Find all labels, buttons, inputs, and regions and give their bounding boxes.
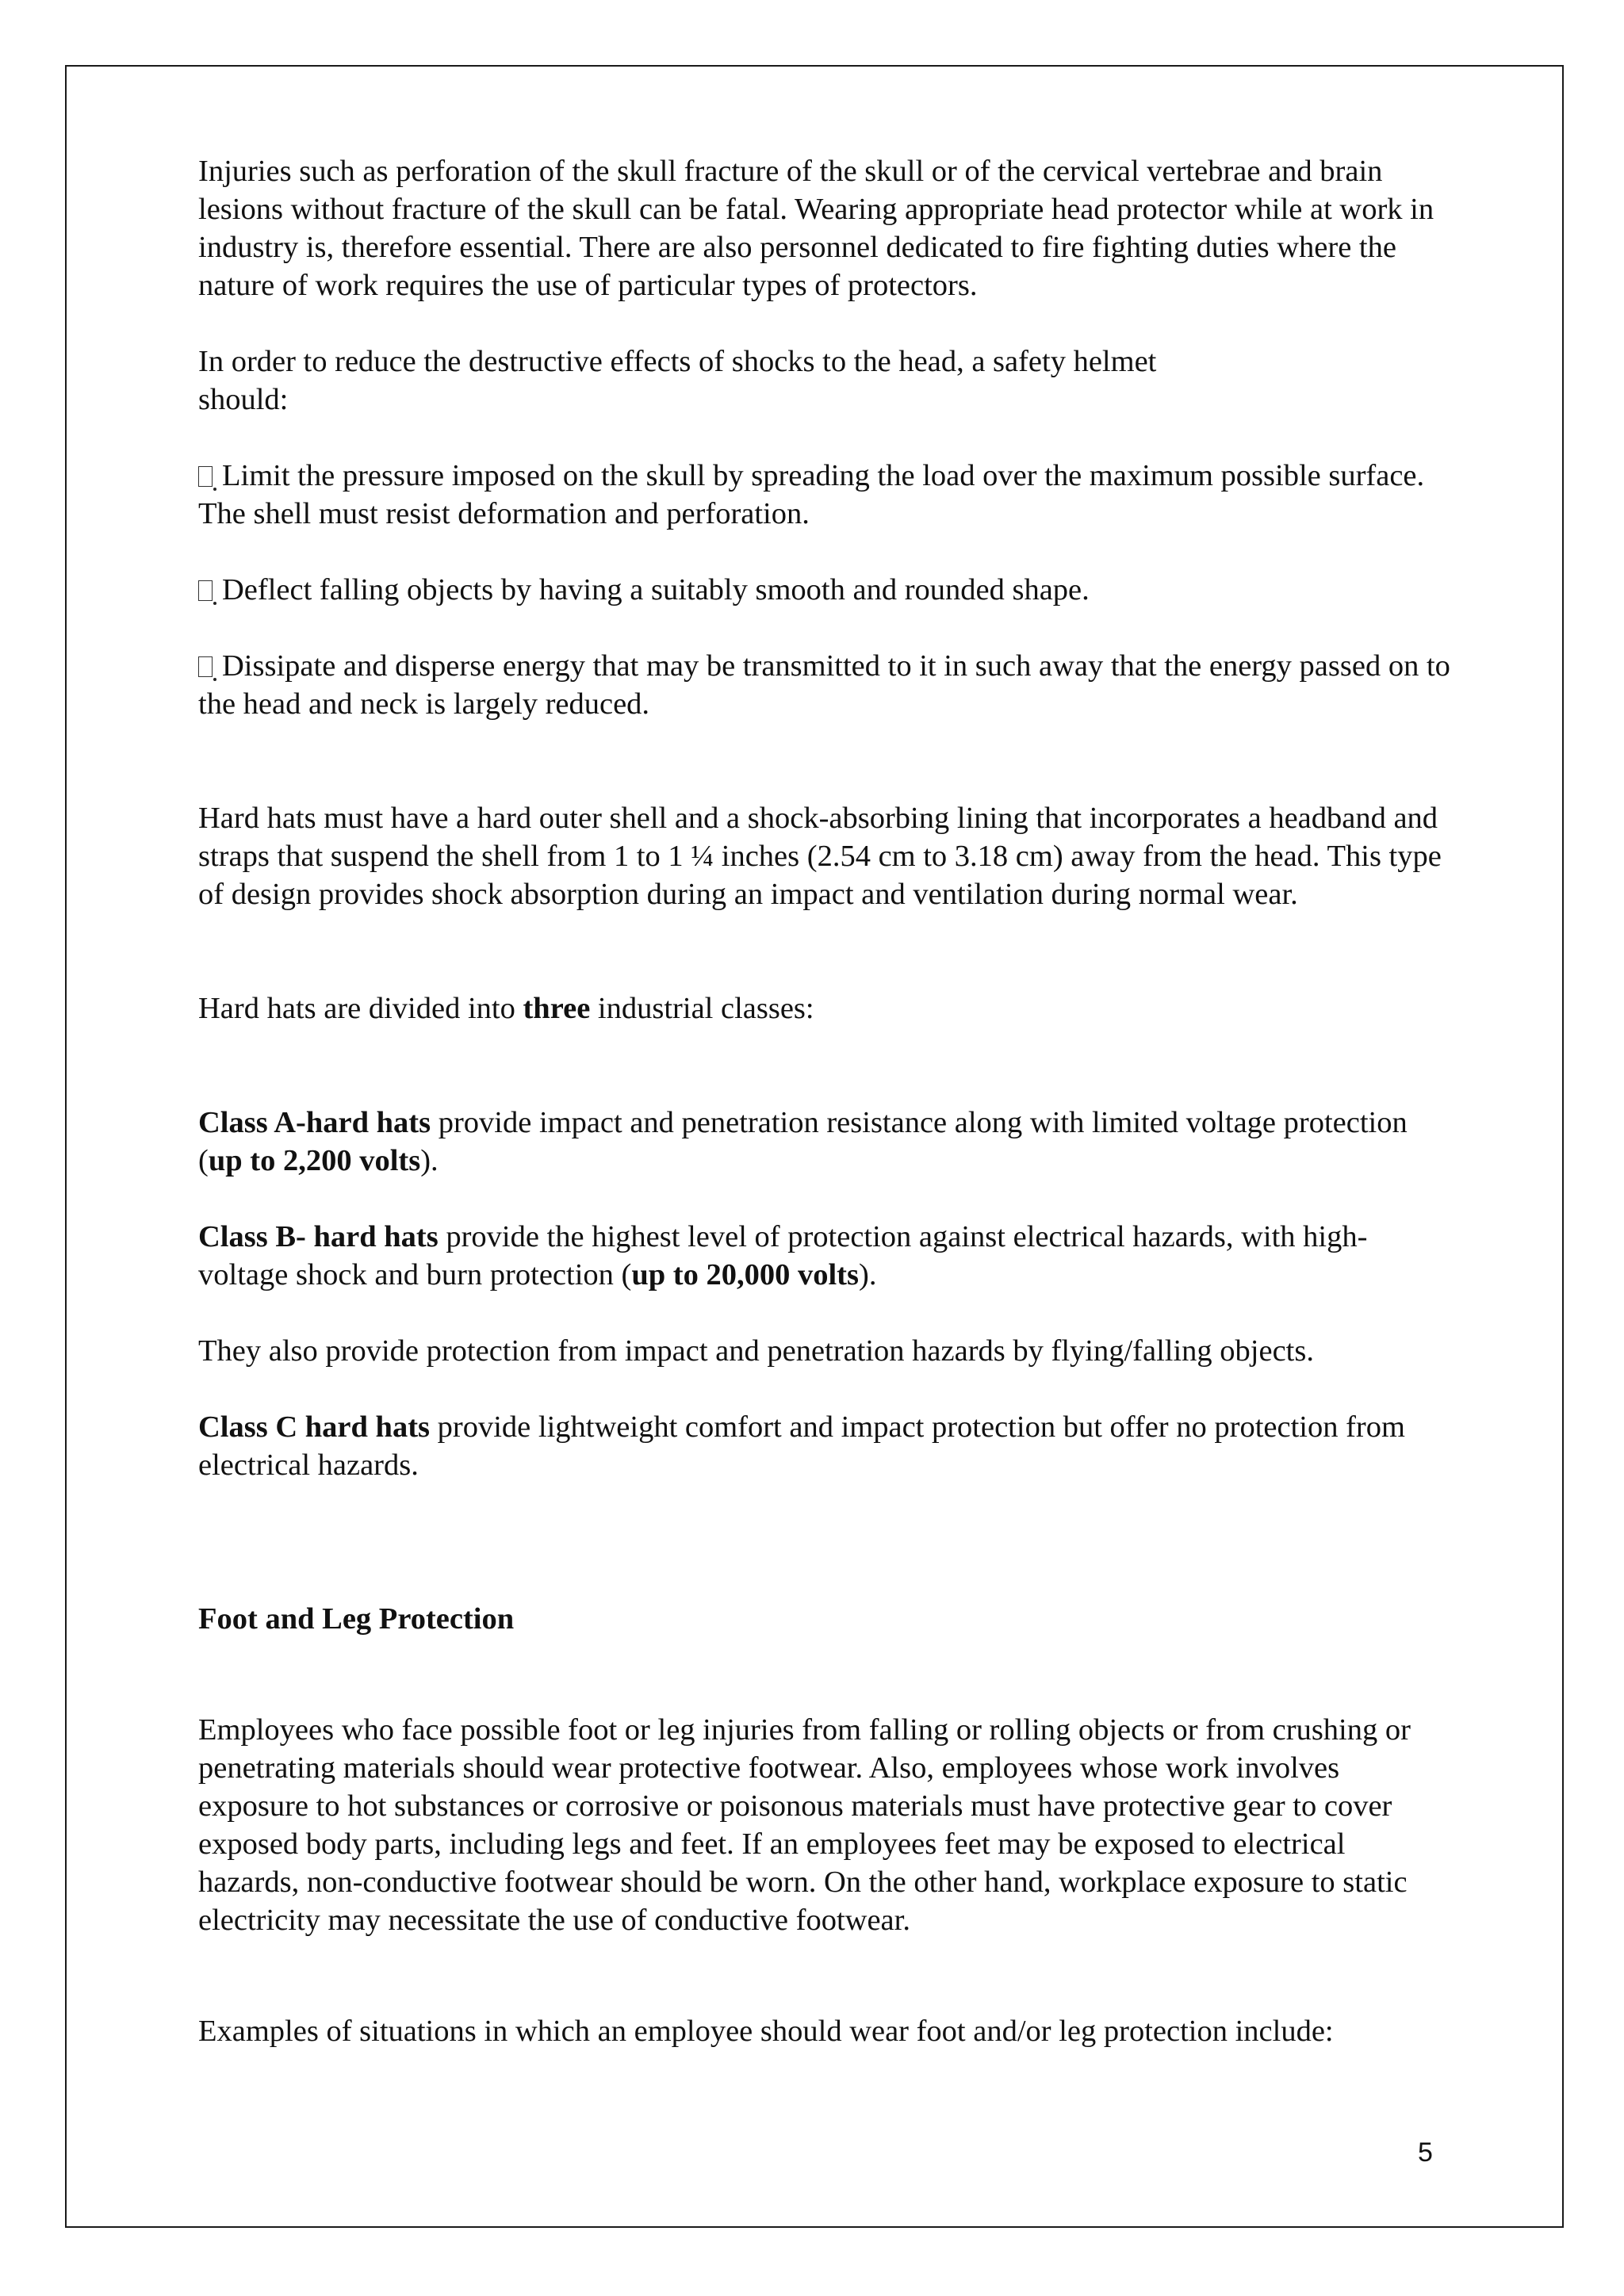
paragraph-class-a: [198, 1104, 1451, 1180]
paragraph-reduce: [198, 342, 1451, 419]
bullet-item: [198, 647, 1451, 723]
class-a-voltage: up to 2,200 volts: [208, 1144, 421, 1177]
reduce-line-2: should:: [198, 383, 289, 416]
paragraph-classes-intro: [198, 989, 1451, 1027]
class-c-text: provide lightweight comfort and impact protection but offer no protection from electrical hazards.: [198, 1410, 1405, 1482]
paragraph-hard-hats-design: Hard hats must have a hard outer shell and a shock-absorbing lining that incorporates a headband and straps that suspend the shell from 1 to 1 ¼ inches (2.54 cm to 3.18 cm) away from the head. This type of design provides shock absorption during an impact and ventilation during normal wear.: [198, 802, 1442, 911]
classes-intro-text-end: industrial classes:: [590, 992, 814, 1025]
reduce-line-1: In order to reduce the destructive effects of shocks to the head, a safety helmet: [198, 345, 1157, 378]
paragraph-also-provide: They also provide protection from impact and penetration hazards by flying/falling objects.: [198, 1334, 1314, 1368]
missing-glyph-bullet-icon: [198, 466, 213, 487]
classes-intro-text: Hard hats are divided into: [198, 992, 523, 1025]
bullet-item: [198, 571, 1451, 609]
section-heading-foot-leg: [198, 1600, 1451, 1638]
page-number: 5: [1418, 2137, 1433, 2168]
document-body: [198, 152, 1451, 2088]
class-a-label: Class A-hard hats: [198, 1106, 431, 1139]
classes-intro-bold: three: [523, 992, 591, 1025]
paragraph-class-b: [198, 1218, 1451, 1294]
paragraph-employees: Employees who face possible foot or leg injuries from falling or rolling objects or from crushing or penetrating materials should wear protective footwear. Also, employees whose work involves exposure to hot substances or corrosive or poisonous materials must have protective gear to cover exposed body parts, including legs and feet. If an employees feet may be exposed to electrical hazards, non-conductive footwear should be worn. On the other hand, workplace exposure to static electricity may necessitate the use of conductive footwear.: [198, 1713, 1411, 1937]
bullet-item: [198, 457, 1451, 533]
class-b-label: Class B- hard hats: [198, 1220, 439, 1253]
class-c-label: Class C hard hats: [198, 1410, 431, 1444]
paragraph-injuries: Injuries such as perforation of the skull fracture of the skull or of the cervical vertebrae and brain lesions without fracture of the skull can be fatal. Wearing appropriate head protector while at work in industry is, therefore essential. There are also personnel dedicated to fire fighting duties where the nature of work requires the use of particular types of protectors.: [198, 155, 1434, 302]
heading-text: Foot and Leg Protection: [198, 1602, 515, 1636]
bullet-text: Deflect falling objects by having a suitably smooth and rounded shape.: [222, 573, 1090, 607]
missing-glyph-bullet-icon: [198, 580, 213, 601]
missing-glyph-bullet-icon: [198, 656, 213, 677]
bullet-text: Limit the pressure imposed on the skull by spreading the load over the maximum possible surface. The shell must resist deformation and perforation.: [198, 459, 1425, 530]
paragraph-examples: Examples of situations in which an employee should wear foot and/or leg protection include:: [198, 2015, 1334, 2048]
paragraph-class-c: [198, 1408, 1451, 1484]
class-a-text: provide impact and penetration resistance along with limited voltage protection (: [198, 1106, 1408, 1177]
bullet-text: Dissipate and disperse energy that may be transmitted to it in such away that the energy passed on to the head and neck is largely reduced.: [198, 649, 1450, 721]
class-b-text: provide the highest level of protection against electrical hazards, with high-voltage shock and burn protection (: [198, 1220, 1368, 1292]
class-b-voltage: up to 20,000 volts: [631, 1258, 859, 1292]
class-a-end: ).: [420, 1144, 439, 1177]
class-b-end: ).: [859, 1258, 877, 1292]
